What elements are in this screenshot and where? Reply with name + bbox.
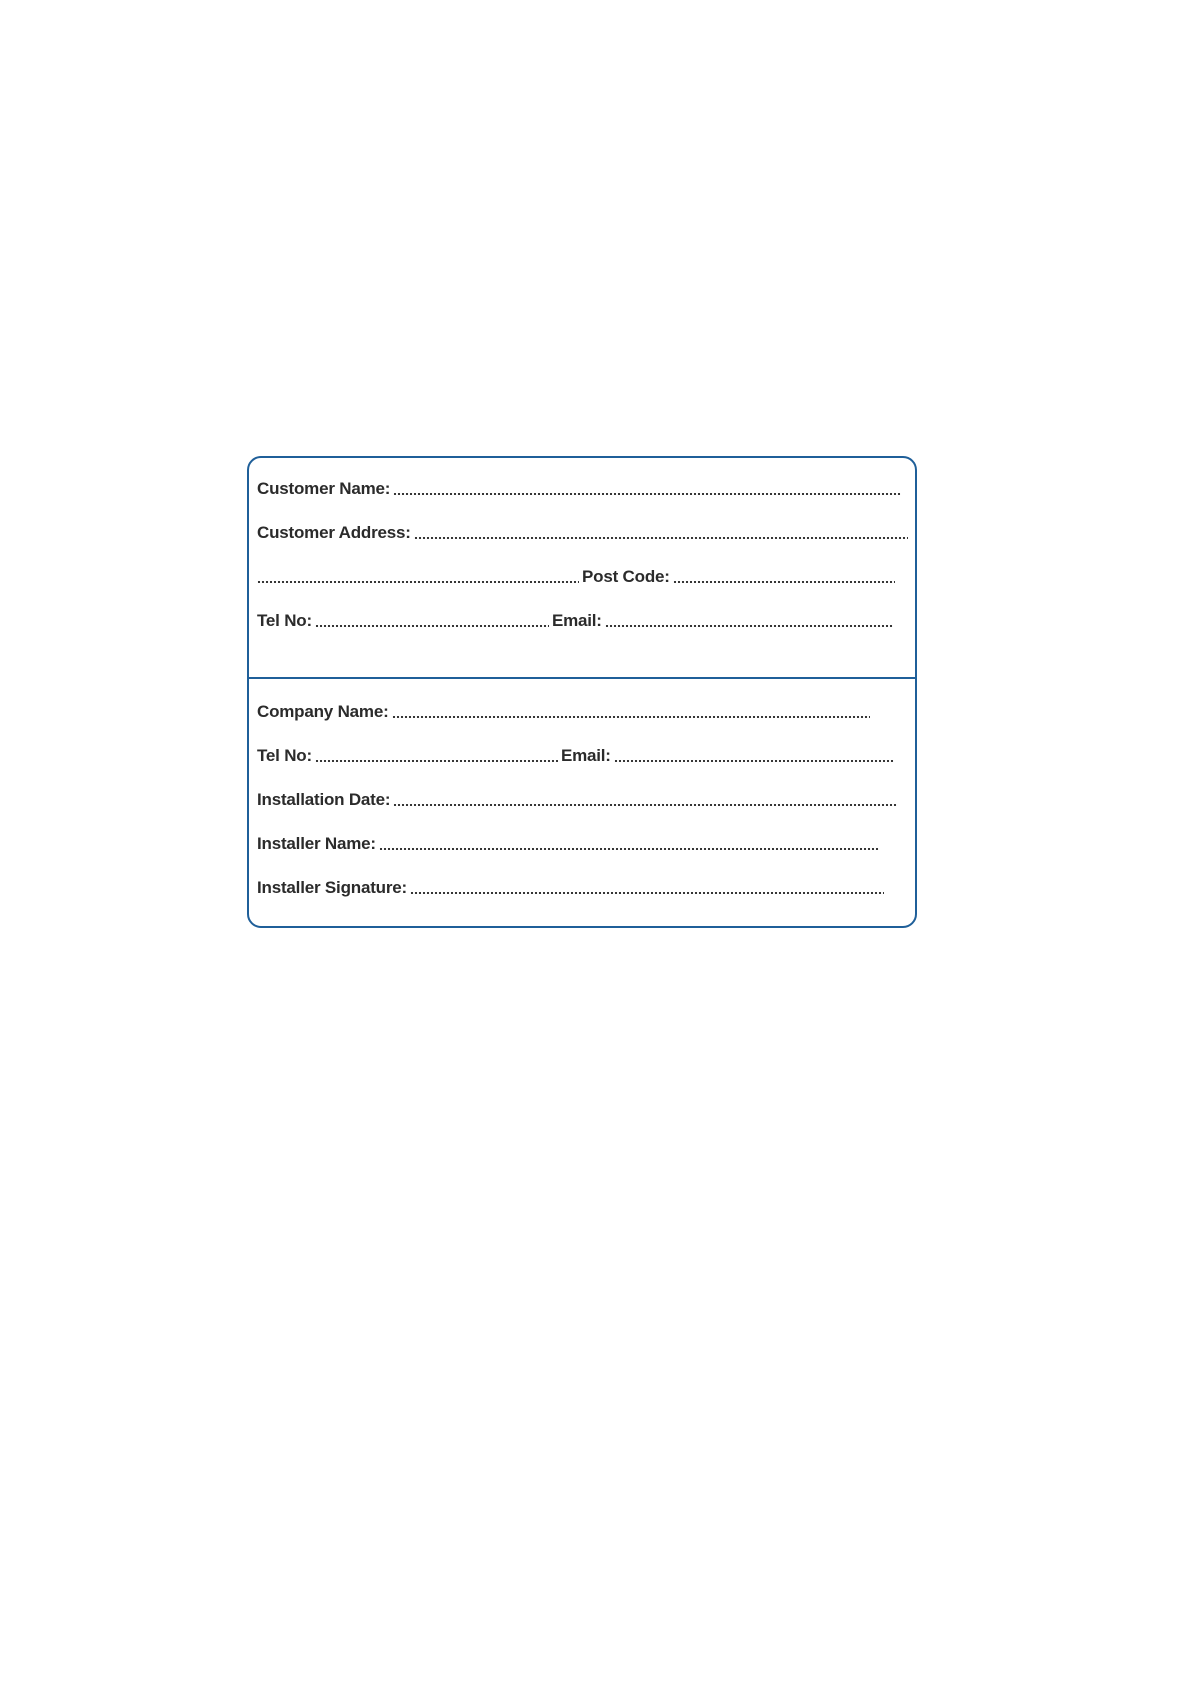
installer-signature-label: Installer Signature: — [257, 878, 407, 897]
company-email-field[interactable] — [614, 760, 894, 762]
installation-form-card — [247, 456, 917, 928]
company-name-row — [257, 701, 873, 723]
customer-name-label: Customer Name: — [257, 479, 391, 498]
installer-signature-row — [257, 877, 887, 899]
installation-date-row — [257, 789, 900, 811]
company-tel-label: Tel No: — [257, 746, 312, 765]
installer-name-label: Installer Name: — [257, 834, 376, 853]
postcode-label: Post Code: — [582, 567, 670, 586]
installation-date-field[interactable] — [393, 804, 897, 806]
address-postcode-row — [257, 566, 898, 588]
customer-name-field[interactable] — [393, 493, 901, 495]
section-divider — [249, 677, 915, 679]
postcode-field[interactable] — [673, 581, 895, 583]
customer-address-field[interactable] — [414, 537, 908, 539]
customer-contact-row — [257, 610, 896, 632]
customer-address-line2-field[interactable] — [257, 581, 579, 583]
customer-tel-label: Tel No: — [257, 611, 312, 630]
company-email-label: Email: — [560, 746, 611, 765]
installation-date-label: Installation Date: — [257, 790, 391, 809]
installer-name-row — [257, 833, 882, 855]
company-tel-field[interactable] — [315, 760, 558, 762]
customer-tel-field[interactable] — [315, 625, 549, 627]
customer-name-row — [257, 478, 904, 500]
company-contact-row — [257, 745, 897, 767]
installer-name-field[interactable] — [379, 848, 879, 850]
installer-signature-field[interactable] — [410, 892, 884, 894]
customer-address-row — [257, 522, 911, 544]
customer-email-label: Email: — [551, 611, 602, 630]
customer-address-label: Customer Address: — [257, 523, 411, 542]
company-name-label: Company Name: — [257, 702, 389, 721]
company-name-field[interactable] — [392, 716, 870, 718]
customer-email-field[interactable] — [605, 625, 893, 627]
